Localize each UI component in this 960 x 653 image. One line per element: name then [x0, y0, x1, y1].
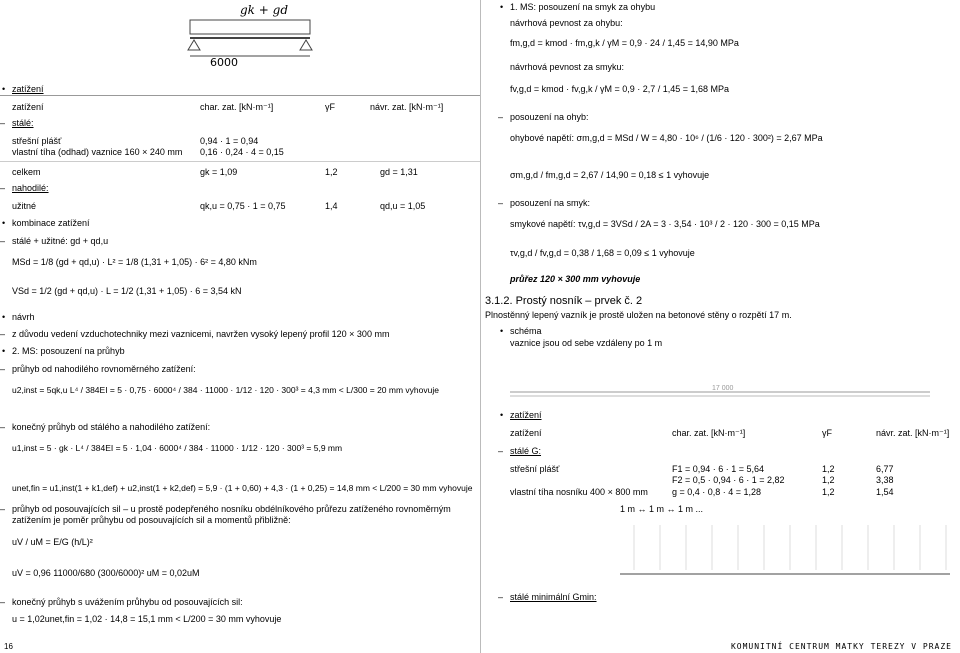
- row-strecni-name: střešní plášť: [12, 136, 62, 146]
- u1-formula: u1,inst = 5 · gk · L⁴ / 384EI = 5 · 1,04 · 6000⁴ / 384 · 11000 · 1/12 · 120 · 300³ = 5,9 mm: [12, 443, 343, 453]
- ms1-heading: • 1. MS: posouzení na smyk za ohybu: [510, 2, 655, 12]
- prurez-vyhovuje: průřez 120 × 300 mm vyhovuje: [510, 274, 641, 284]
- table-header-navr: návr. zat. [kN·m⁻¹]: [370, 102, 444, 112]
- page-number: 16: [4, 642, 13, 651]
- r-header-char: char. zat. [kN·m⁻¹]: [672, 428, 746, 438]
- uzitne-qd: qd,u = 1,05: [380, 201, 426, 211]
- navrh-heading: • návrh: [12, 312, 35, 322]
- section-heading: 3.1.2. Prostý nosník – prvek č. 2: [485, 295, 643, 307]
- r-header-navr: návr. zat. [kN·m⁻¹]: [876, 428, 950, 438]
- uzitne-qk: qk,u = 0,75 · 1 = 0,75: [200, 201, 286, 211]
- kombinace-heading: • kombinace zatížení: [12, 218, 90, 228]
- smykove-napeti: smykové napětí: τv,g,d = 3VSd / 2A = 3 · 3,54 · 10³ / 2 · 120 · 300 = 0,15 MPa: [510, 219, 820, 229]
- celkem-name: celkem: [12, 167, 41, 177]
- r-f2-fd: 3,38: [876, 475, 894, 485]
- fmgd-formula: fm,g,d = kmod · fm,g,k / γM = 0,9 · 24 / 1,45 = 14,90 MPa: [510, 38, 739, 48]
- r-f2-gf: 1,2: [822, 475, 835, 485]
- footer-title: KOMUNITNÍ CENTRUM MATKY TEREZY V PRAZE: [730, 642, 952, 651]
- r-strecni-f1: F1 = 0,94 · 6 · 1 = 5,64: [672, 464, 765, 474]
- zatizeni-heading-right: • zatížení: [510, 410, 542, 420]
- uzitne-gf: 1,4: [325, 201, 338, 211]
- smyk-text-2: zatížením je poměr průhybu od posouvajících sil a momentů přibližně:: [12, 515, 291, 525]
- konecny-smyk: – konečný průhyb s uvážením průhybu od posouvajících sil:: [12, 597, 243, 607]
- vaznice-text: vaznice jsou od sebe vzdáleny po 1 m: [510, 338, 663, 348]
- row-vlastni-name: vlastní tíha (odhad) vaznice 160 × 240 mm: [12, 147, 183, 157]
- sketch-span-label: 6000: [210, 56, 238, 69]
- tau-check: τv,g,d / fv,g,d = 0,38 / 1,68 = 0,09 ≤ 1 vyhovuje: [510, 248, 695, 258]
- uv-formula: uV = 0,96 11000/680 (300/6000)² uM = 0,02uM: [12, 568, 200, 578]
- table-header-char: char. zat. [kN·m⁻¹]: [200, 102, 274, 112]
- r-strecni-gf: 1,2: [822, 464, 835, 474]
- r-strecni-name: střešní plášť: [510, 464, 560, 474]
- vsd-formula: VSd = 1/2 (gd + qd,u) · L = 1/2 (1,31 + 1,05) · 6 = 3,54 kN: [12, 286, 242, 296]
- smyk-pevnost: návrhová pevnost za smyku:: [510, 62, 625, 72]
- konecny-stale: – konečný průhyb od stálého a nahodilého zatížení:: [12, 422, 210, 432]
- msd-formula: MSd = 1/8 (gd + qd,u) · L² = 1/8 (1,31 + 1,05) · 6² = 4,80 kNm: [12, 257, 257, 267]
- uv-um-formula: uV / uM = E/G (h/L)²: [12, 537, 93, 547]
- ohybove-napeti: ohybové napětí: σm,g,d = MSd / W = 4,80 · 10⁶ / (1/6 · 120 · 300²) = 2,67 MPa: [510, 133, 823, 143]
- posouzeni-smyk: – posouzení na smyk:: [510, 198, 590, 208]
- u-final-formula: u = 1,02unet,fin = 1,02 · 14,8 = 15,1 mm < L/200 = 30 mm vyhovuje: [12, 614, 282, 624]
- diagram-span-label: 17 000: [712, 385, 734, 392]
- stale-g: – stálé G:: [510, 446, 541, 456]
- r-strecni-fd: 6,77: [876, 464, 894, 474]
- r-vlastni-name: vlastní tíha nosníku 400 × 800 mm: [510, 487, 648, 497]
- stale-min: – stálé minimální Gmin:: [510, 592, 597, 602]
- row-strecni-val: 0,94 · 1 = 0,94: [200, 136, 259, 146]
- r-f2: F2 = 0,5 · 0,94 · 6 · 1 = 2,82: [672, 475, 785, 485]
- sigma-check: σm,g,d / fm,g,d = 2,67 / 14,90 = 0,18 ≤ 1 vyhovuje: [510, 170, 710, 180]
- plnostenny-text: Plnostěnný lepený vazník je prostě uložen na betonové stěny o rozpětí 17 m.: [485, 310, 792, 320]
- celkem-gd: gd = 1,31: [380, 167, 418, 177]
- schema-heading: • schéma: [510, 326, 542, 336]
- spacing-label: 1 m ↔ 1 m ↔ 1 m ...: [620, 504, 704, 514]
- beam-sketch: [130, 0, 380, 70]
- r-header-zatizeni: zatížení: [510, 428, 542, 438]
- stale-uzitne: – stálé + užitné: gd + qd,u: [12, 236, 108, 246]
- row-vlastni-val: 0,16 · 0,24 · 4 = 0,15: [200, 147, 284, 157]
- sketch-load-label: gk + gd: [240, 3, 288, 17]
- zatizeni-heading: • zatížení: [12, 84, 44, 94]
- r-header-gamma: γF: [822, 428, 832, 438]
- fvgd-formula: fv,g,d = kmod · fv,g,k / γM = 0,9 · 2,7 / 1,45 = 1,68 MPa: [510, 84, 730, 94]
- nahodile-label: – nahodilé:: [12, 183, 49, 193]
- column-divider: [480, 0, 481, 653]
- load-diagram: [620, 520, 960, 580]
- navrh-text: – z důvodu vedení vzduchotechniky mezi vaznicemi, navržen vysoký lepený profil 120 × 300 mm: [12, 329, 389, 339]
- ohyb-pevnost: návrhová pevnost za ohybu:: [510, 18, 623, 28]
- table-header-zatizeni: zatížení: [12, 102, 44, 112]
- truss-diagram: [500, 360, 940, 410]
- r-vlastni-gf: 1,2: [822, 487, 835, 497]
- celkem-gf: 1,2: [325, 167, 338, 177]
- posouzeni-ohyb: – posouzení na ohyb:: [510, 112, 589, 122]
- u2-formula: u2,inst = 5qk,u L⁴ / 384EI = 5 · 0,75 · 6000⁴ / 384 · 11000 · 1/12 · 120 · 300³ = 4,3 mm < L/300 = 20 mm vyhovuje: [12, 385, 439, 395]
- ms2-heading: • 2. MS: posouzení na průhyb: [12, 346, 125, 356]
- celkem-gk: gk = 1,09: [200, 167, 238, 177]
- r-vlastni-gd: 1,54: [876, 487, 894, 497]
- unet-formula: unet,fin = u1,inst(1 + k1,def) + u2,inst(1 + k2,def) = 5,9 · (1 + 0,60) + 4,3 · (1 + 0,25) = 14,8 mm < L/200 = 30 mm vyhovuje: [12, 483, 473, 493]
- stale-label: – stálé:: [12, 118, 34, 128]
- r-vlastni-g: g = 0,4 · 0,8 · 4 = 1,28: [672, 487, 762, 497]
- pruhyb-nahodile: – průhyb od nahodilého rovnoměrného zatížení:: [12, 364, 196, 374]
- table-header-gamma: γF: [325, 102, 335, 112]
- smyk-text-1: – průhyb od posouvajících sil – u prostě podepřeného nosníku obdélníkového průřezu zatíženého rovnoměrným: [12, 504, 451, 514]
- uzitne-name: užitné: [12, 201, 37, 211]
